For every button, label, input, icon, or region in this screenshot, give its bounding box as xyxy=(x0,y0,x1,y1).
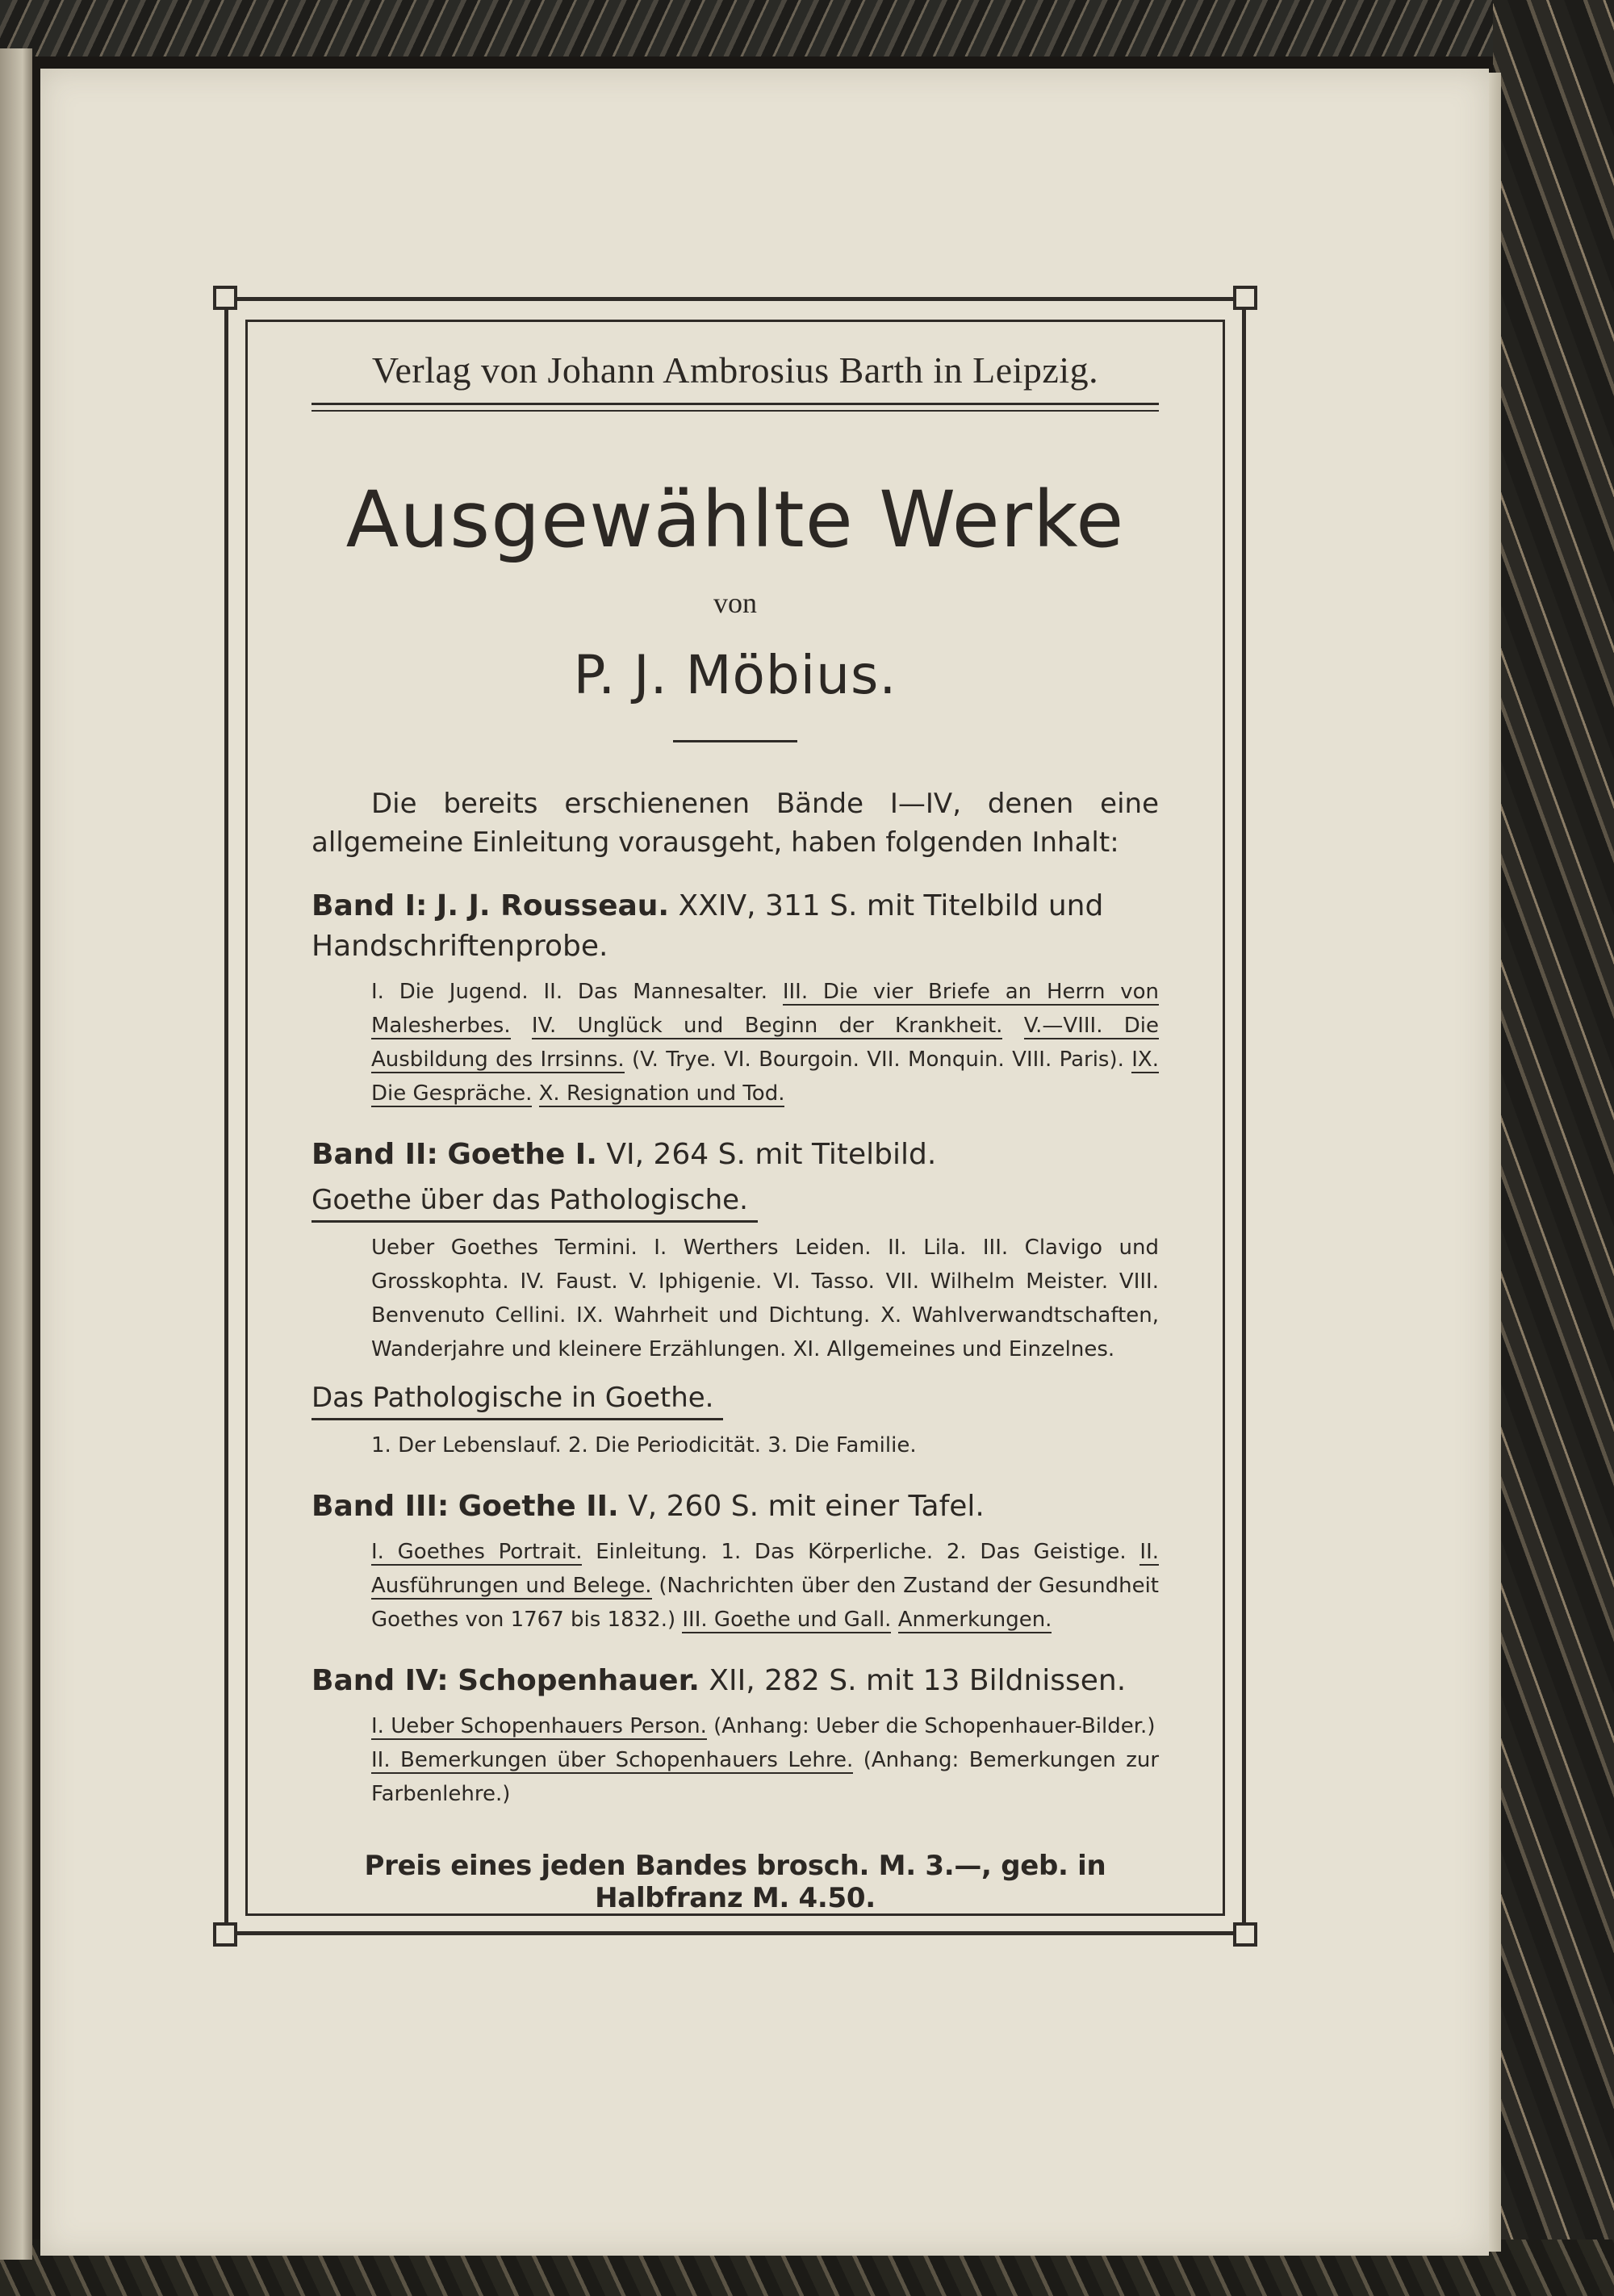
part: (V. Trye. VI. Bourgoin. VII. Monquin. VIII. Paris). xyxy=(632,1048,1124,1072)
band-subject: J. J. Rousseau. xyxy=(436,889,670,922)
band-4-contents xyxy=(371,1709,1159,1811)
part: Einleitung. 1. Das Körperliche. 2. Das Geistige. xyxy=(596,1540,1127,1564)
part: V.—VIII. Die Ausbildung des Irrsinns. xyxy=(371,1014,1160,1072)
part: III. Goethe und Gall. xyxy=(682,1608,892,1632)
book-cover-top xyxy=(0,0,1614,56)
band-3-contents xyxy=(371,1535,1159,1637)
part: X. Resignation und Tod. xyxy=(538,1081,785,1106)
frame-corner-top-left xyxy=(213,286,237,310)
advertisement-content xyxy=(312,339,1159,1914)
part: IX. Die Gespräche. xyxy=(371,1048,1160,1106)
band-info: XXIV, 311 S. mit Titelbild und Handschriftenprobe. xyxy=(312,889,1104,963)
page-title: Ausgewählte Werke xyxy=(345,475,1125,565)
part: I. Goethes Portrait. xyxy=(371,1540,583,1564)
part: Anmerkungen. xyxy=(897,1608,1052,1632)
part: II. Das Mannesalter. xyxy=(543,980,767,1004)
band-1-contents xyxy=(371,975,1159,1110)
band-2-section-2-text: 1. Der Lebenslauf. 2. Die Periodicität. 3. Die Familie. xyxy=(371,1433,917,1457)
band-1-heading xyxy=(312,886,1159,967)
band-label: Band II: xyxy=(312,1138,438,1171)
author-name: P. J. Möbius. xyxy=(573,644,897,706)
band-info: XII, 282 S. mit 13 Bildnissen. xyxy=(709,1664,1127,1697)
frame-corner-top-right xyxy=(1233,286,1257,310)
part: I. Ueber Schopenhauers Person. xyxy=(371,1714,707,1738)
band-subject: Goethe I. xyxy=(447,1138,597,1171)
part: II. Bemerkungen über Schopenhauers Lehre. xyxy=(371,1748,854,1772)
double-rule xyxy=(312,405,1159,412)
band-4-heading xyxy=(312,1661,1159,1701)
band-subject: Schopenhauer. xyxy=(458,1664,700,1697)
band-subject: Goethe II. xyxy=(458,1490,619,1523)
part: (Anhang: Bemerkungen zur Farbenlehre.) xyxy=(371,1748,1160,1806)
part: I. Die Jugend. xyxy=(371,980,529,1004)
band-2-section-1-heading: Goethe über das Pathologische. xyxy=(312,1180,758,1223)
book-cover-marbled xyxy=(1493,0,1614,2296)
band-2-section-1-text: Ueber Goethes Termini. I. Werthers Leiden. II. Lila. III. Clavigo und Grosskophta. IV. Faust. V. Iphigenie. VI. Tasso. VII. Wilhelm Meister. VIII. Benvenuto Cellini. IX. Wahrheit und Dichtung. X. Wahlverwandtschaften, Wanderjahre und kleinere Erzählungen. XI. Allgemeines und Einzelnes. xyxy=(371,1236,1159,1361)
band-3-heading xyxy=(312,1487,1159,1527)
band-2-heading xyxy=(312,1135,1159,1175)
by-line: von xyxy=(713,587,757,619)
publisher-line: Verlag von Johann Ambrosius Barth in Leipzig. xyxy=(312,349,1159,405)
facing-page-edge xyxy=(0,48,32,2260)
frame-corner-bottom-right xyxy=(1233,1922,1257,1947)
band-label: Band III: xyxy=(312,1490,449,1523)
band-label: Band I: xyxy=(312,889,428,922)
price-line: Preis eines jeden Bandes brosch. M. 3.—, geb. in Halbfranz M. 4.50. xyxy=(364,1850,1106,1914)
part: II. Ausführungen und Belege. xyxy=(371,1540,1160,1598)
part: IV. Unglück und Beginn der Krankheit. xyxy=(531,1014,1003,1038)
part: III. Die vier Briefe an Herrn von Malesherbes. xyxy=(371,980,1160,1038)
part: (Nachrichten über den Zustand der Gesundheit Goethes von 1767 bis 1832.) xyxy=(371,1574,1159,1632)
band-label: Band IV: xyxy=(312,1664,449,1697)
intro-paragraph: Die bereits erschienenen Bände I—IV, denen eine allgemeine Einleitung vorausgeht, haben folgenden Inhalt: xyxy=(312,788,1159,859)
band-2-section-2-heading: Das Pathologische in Goethe. xyxy=(312,1378,723,1420)
part: (Anhang: Ueber die Schopenhauer-Bilder.) xyxy=(713,1714,1156,1738)
frame-corner-bottom-left xyxy=(213,1922,237,1947)
band-info: V, 260 S. mit einer Tafel. xyxy=(628,1490,985,1523)
divider xyxy=(673,740,797,742)
band-info: VI, 264 S. mit Titelbild. xyxy=(606,1138,937,1171)
